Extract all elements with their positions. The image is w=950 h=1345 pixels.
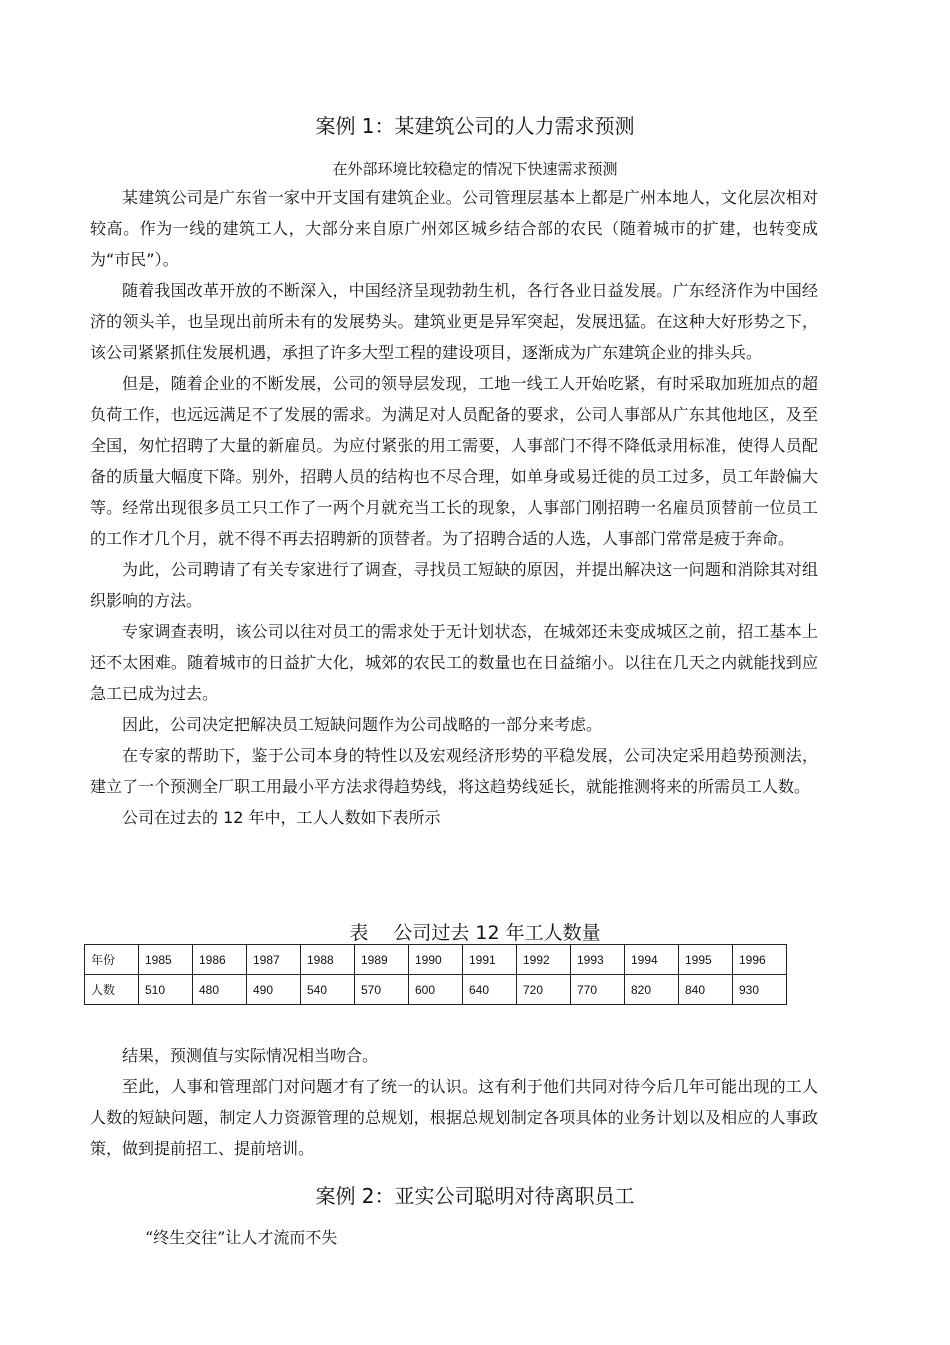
- table-cell: 820: [625, 975, 679, 1005]
- table-cell: 490: [247, 975, 301, 1005]
- table-cell: 640: [463, 975, 517, 1005]
- paragraph: 某建筑公司是广东省一家中开支国有建筑企业。公司管理层基本上都是广州本地人，文化层次相对较高。作为一线的建筑工人，大部分来自原广州郊区城乡结合部的农民（随着城市的扩建，也转变成为“市民”）。: [90, 188, 818, 269]
- table-cell: 1989: [355, 945, 409, 975]
- table-row-counts: [85, 975, 787, 1005]
- table-caption: 表 公司过去 12 年工人数量: [349, 922, 601, 944]
- case1-conclusion: [90, 1040, 818, 1164]
- table-cell: 600: [409, 975, 463, 1005]
- table-cell: 1987: [247, 945, 301, 975]
- paragraph: 为此，公司聘请了有关专家进行了调查，寻找员工短缺的原因，并提出解决这一问题和消除其对组织影响的方法。: [90, 560, 818, 610]
- paragraph: 至此，人事和管理部门对问题才有了统一的认识。这有利于他们共同对待今后几年可能出现的工人人数的短缺问题，制定人力资源管理的总规划，根据总规划制定各项具体的业务计划以及相应的人事政策，做到提前招工、提前培训。: [90, 1077, 818, 1158]
- case1-body: [90, 182, 818, 833]
- table-cell: 840: [679, 975, 733, 1005]
- table-cell: 1985: [139, 945, 193, 975]
- case2-quote: “终生交往”让人才流而不失: [145, 1228, 338, 1247]
- case1-title: 案例 1：某建筑公司的人力需求预测: [315, 114, 635, 138]
- table-cell: 770: [571, 975, 625, 1005]
- table-cell: 510: [139, 975, 193, 1005]
- table-cell: 540: [301, 975, 355, 1005]
- table-cell: 1991: [463, 945, 517, 975]
- table-cell: 1990: [409, 945, 463, 975]
- table-cell: 1996: [733, 945, 787, 975]
- table-cell: 480: [193, 975, 247, 1005]
- table-cell: 720: [517, 975, 571, 1005]
- table-cell: 930: [733, 975, 787, 1005]
- workers-table: [84, 944, 787, 1005]
- table-cell: 1993: [571, 945, 625, 975]
- table-cell: 1995: [679, 945, 733, 975]
- paragraph: 随着我国改革开放的不断深入，中国经济呈现勃勃生机，各行各业日益发展。广东经济作为中国经济的领头羊，也呈现出前所未有的发展势头。建筑业更是异军突起，发展迅猛。在这种大好形势之下，该公司紧紧抓住发展机遇，承担了许多大型工程的建设项目，逐渐成为广东建筑企业的排头兵。: [90, 281, 818, 362]
- table-cell: 1992: [517, 945, 571, 975]
- table-cell: 1988: [301, 945, 355, 975]
- paragraph: 因此，公司决定把解决员工短缺问题作为公司战略的一部分来考虑。: [122, 715, 603, 734]
- paragraph: 结果，预测值与实际情况相当吻合。: [122, 1046, 379, 1065]
- table-cell: 570: [355, 975, 409, 1005]
- paragraph: 但是，随着企业的不断发展，公司的领导层发现，工地一线工人开始吃紧，有时采取加班加点的超负荷工作，也远远满足不了发展的需求。为满足对人员配备的要求，公司人事部从广东其他地区，及至全国，匆忙招聘了大量的新雇员。为应付紧张的用工需要，人事部门不得不降低录用标准，使得人员配备的质量大幅度下降。别外，招聘人员的结构也不尽合理，如单身或易迁徙的员工过多，员工年龄偏大等。经常出现很多员工只工作了一两个月就充当工长的现象，人事部门刚招聘一名雇员顶替前一位员工的工作才几个月，就不得不再去招聘新的顶替者。为了招聘合适的人选，人事部门常常是疲于奔命。: [90, 374, 818, 548]
- table-cell: 1986: [193, 945, 247, 975]
- paragraph: 公司在过去的 12 年中，工人人数如下表所示: [122, 808, 441, 827]
- table-cell: 1994: [625, 945, 679, 975]
- paragraph: 专家调查表明，该公司以往对员工的需求处于无计划状态，在城郊还未变成城区之前，招工基本上还不太困难。随着城市的日益扩大化，城郊的农民工的数量也在日益缩小。以往在几天之内就能找到应急工已成为过去。: [90, 622, 818, 703]
- table-header-cell: 年份: [85, 945, 139, 975]
- table-row-years: [85, 945, 787, 975]
- table-header-cell: 人数: [85, 975, 139, 1005]
- case1-subtitle: 在外部环境比较稳定的情况下快速需求预测: [332, 160, 618, 178]
- paragraph: 在专家的帮助下，鉴于公司本身的特性以及宏观经济形势的平稳发展，公司决定采用趋势预测法，建立了一个预测全厂职工用最小平方法求得趋势线，将这趋势线延长，就能推测将来的所需员工人数。: [90, 746, 818, 796]
- case2-title: 案例 2：亚实公司聪明对待离职员工: [315, 1184, 635, 1208]
